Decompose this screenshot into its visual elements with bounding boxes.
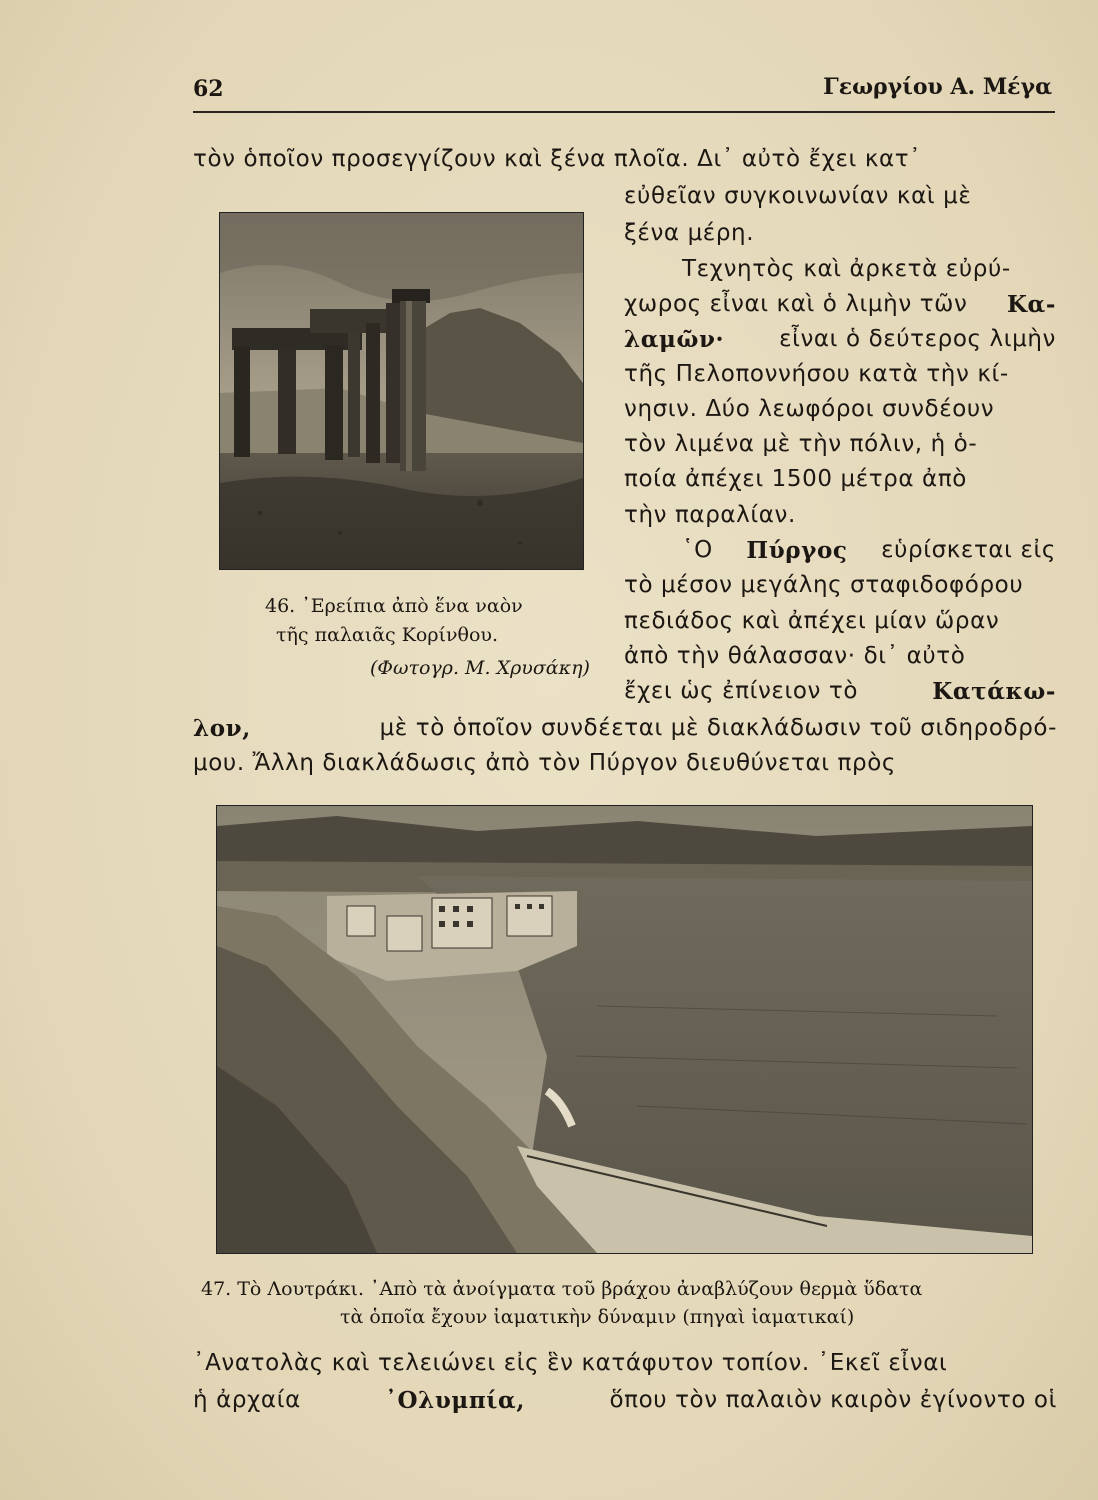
text-line-14 [624,608,1056,634]
text-line-19-content: ᾽Ανατολὰς καὶ τελειώνει εἰς ἓν κατάφυτον τοπίον. ᾽Εκεῖ εἶναι [193,1350,948,1376]
bold-term-katakolon-b: λον, [193,715,251,742]
text-line-9-content: τὸν λιμένα μὲ τὴν πόλιν, ἡ ὁ- [624,431,978,457]
text-line-2-content: εὐθεῖαν συγκοινωνίαν καὶ μὲ [624,183,972,209]
text-line-8 [624,396,1056,422]
bold-term-kalamon-a: Κα- [1006,291,1056,318]
text-line-13 [624,572,1056,598]
text-line-6 [624,326,1056,353]
text-line-9 [624,431,1056,457]
text-line-12-content: ῾Ο [682,537,713,563]
figure-46-caption-line2: τῆς παλαιᾶς Κορίνθου. [276,624,498,646]
figure-46-photo [219,212,584,570]
loutraki-bay-image [217,806,1032,1253]
text-line-4 [624,256,1056,282]
text-line-11 [624,502,1056,528]
bold-term-katakolon-a: Κατάκω- [932,678,1056,705]
text-line-19 [193,1350,1057,1376]
figure-46-credit: (Φωτογρ. Μ. Χρυσάκη) [370,657,590,679]
text-line-12 [624,537,1056,564]
text-line-5 [624,291,1056,318]
bold-term-pyrgos: Πύργος [746,537,848,564]
bold-term-olympia: ᾽Ολυμπία, [385,1387,525,1414]
text-line-12-rest: εὑρίσκεται εἰς [881,537,1056,563]
text-line-10-content: ποία ἀπέχει 1500 μέτρα ἀπὸ [624,466,967,492]
text-line-17 [193,715,1057,742]
text-line-13-content: τὸ μέσον μεγάλης σταφιδοφόρου [624,572,1024,598]
text-line-18-content: μου. Ἄλλη διακλάδωσις ἀπὸ τὸν Πύργον διευθύνεται πρὸς [193,750,896,776]
page-number: 62 [193,76,224,102]
running-head: Γεωργίου Α. Μέγα [823,74,1052,100]
text-line-5-content: χωρος εἶναι καὶ ὁ λιμὴν τῶν [624,291,968,317]
text-line-1-content: τὸν ὁποῖον προσεγγίζουν καὶ ξένα πλοῖα. Δι᾽ αὐτὸ ἔχει κατ᾽ [193,146,922,172]
text-line-7 [624,361,1056,387]
text-line-6-content: εἶναι ὁ δεύτερος λιμὴν [779,326,1056,352]
figure-47-photo [216,805,1033,1254]
text-line-7-content: τῆς Πελοποννήσου κατὰ τὴν κί- [624,361,1009,387]
text-line-18 [193,750,1057,776]
figure-47-caption-line1: 47. Τὸ Λουτράκι. ᾽Απὸ τὰ ἀνοίγματα τοῦ βράχου ἀναβλύζουν θερμὰ ὕδατα [201,1278,923,1300]
text-line-15 [624,643,1056,669]
text-line-17-content: μὲ τὸ ὁποῖον συνδέεται μὲ διακλάδωσιν τοῦ σιδηροδρό- [379,715,1057,741]
text-line-20 [193,1387,1057,1414]
text-line-4-content: Τεχνητὸς καὶ ἀρκετὰ εὐρύ- [682,256,1011,282]
bold-term-kalamon-b: λαμῶν· [624,326,725,353]
text-line-14-content: πεδιάδος καὶ ἀπέχει μίαν ὥραν [624,608,1000,634]
figure-46-caption-line1: 46. ᾽Ερείπια ἀπὸ ἕνα ναὸν [265,595,523,617]
text-line-20-rest: ὅπου τὸν παλαιὸν καιρὸν ἐγίνοντο οἱ [609,1387,1057,1413]
text-line-16 [624,678,1056,705]
text-line-3-content: ξένα μέρη. [624,220,755,246]
text-line-3 [624,220,1056,246]
text-line-2 [624,183,1056,209]
text-line-10 [624,466,1056,492]
header-rule [193,111,1055,113]
figure-47-caption-line2: τὰ ὁποῖα ἔχουν ἰαματικὴν δύναμιν (πηγαὶ ἰαματικαί) [340,1306,855,1328]
text-line-15-content: ἀπὸ τὴν θάλασσαν· δι᾽ αὐτὸ [624,643,966,669]
text-line-8-content: νησιν. Δύο λεωφόροι συνδέουν [624,396,995,422]
text-line-16-content: ἔχει ὡς ἐπίνειον τὸ [624,678,858,704]
text-line-1 [193,146,1057,172]
temple-ruins-image [220,213,583,569]
text-line-20-content: ἡ ἀρχαία [193,1387,301,1413]
text-line-11-content: τὴν παραλίαν. [624,502,796,528]
